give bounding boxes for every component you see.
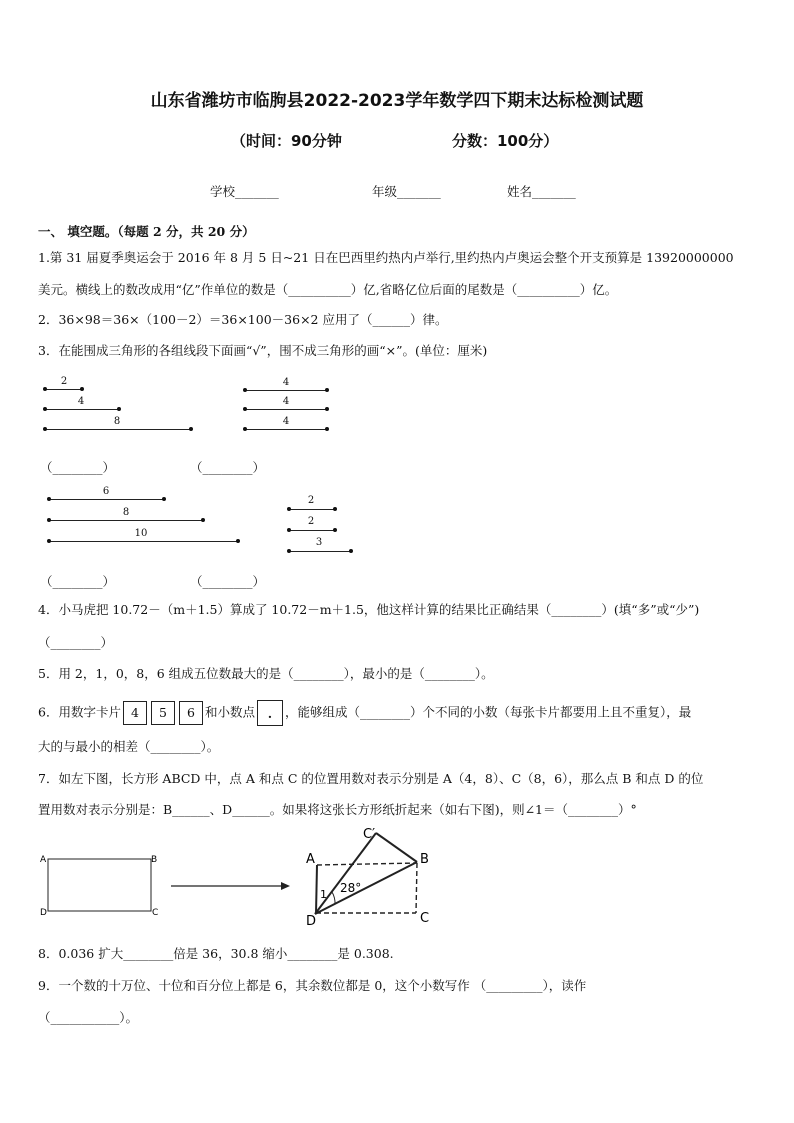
grade-field: 年级_______	[372, 184, 441, 199]
fold-label-c-prime: C′	[363, 827, 376, 842]
name-field: 姓名_______	[507, 184, 576, 199]
segment-label: 8	[122, 507, 130, 518]
exam-time: （时间：90分钟	[231, 132, 342, 150]
label-b: B	[151, 855, 158, 865]
q6-suffix: ，能够组成（________）个不同的小数（每张卡片都要用上且不重复），最	[284, 704, 692, 720]
exam-score: 分数：100分）	[452, 132, 559, 150]
answer-blank: （________）	[40, 460, 116, 475]
question-3: 3．在能围成三角形的各组线段下面画“√”，围不成三角形的画“×”。(单位：厘米)	[38, 343, 488, 358]
rectangle-fold-figure	[36, 822, 446, 932]
segment-label: 2	[307, 516, 315, 527]
question-5: 5．用 2，1，0，8，6 组成五位数最大的是（________），最小的是（________）。	[38, 666, 494, 681]
school-field: 学校_______	[210, 184, 279, 199]
page-title: 山东省潍坊市临朐县2022-2023学年数学四下期末达标检测试题	[150, 91, 644, 111]
question-9-line-1: 9．一个数的十万位、十位和百分位上都是 6，其余数位都是 0，这个小数写作 （_________），读作	[38, 978, 587, 993]
segment-label: 6	[102, 486, 110, 497]
decimal-point-card: .	[257, 700, 283, 726]
label-d: D	[40, 908, 47, 918]
question-4-line-2: （________）	[38, 635, 114, 650]
angle-1-label: 1	[320, 888, 327, 901]
fold-label-c: C	[420, 911, 430, 926]
question-8: 8．0.036 扩大________倍是 36，30.8 缩小________是 0.308.	[38, 946, 394, 961]
segment-label: 4	[282, 377, 290, 388]
label-a: A	[40, 855, 47, 865]
q6-prefix: 6．用数字卡片	[38, 704, 121, 720]
segment-label: 4	[282, 396, 290, 407]
question-7-line-2: 置用数对表示分别是：B______、D______。如果将这张长方形纸折起来（如右下图)，则∠1＝（________）°	[38, 802, 637, 817]
answer-blank: （________）	[40, 574, 116, 589]
q6-mid: 和小数点	[204, 704, 255, 720]
answer-blank: （________）	[190, 574, 266, 589]
question-6-line-1	[38, 700, 691, 726]
segment-label: 2	[307, 495, 315, 506]
arrow-head	[281, 882, 290, 890]
section-heading: 一、 填空题。（每题 2 分，共 20 分）	[38, 224, 255, 239]
segment-label: 4	[282, 416, 290, 427]
segment-label: 2	[60, 376, 68, 387]
fold-label-b: B	[420, 852, 429, 867]
question-1-line-1: 1.第 31 届夏季奥运会于 2016 年 8 月 5 日~21 日在巴西里约热内卢举行,里约热内卢奥运会整个开支预算是 13920000000	[38, 250, 734, 265]
segment-label: 8	[113, 416, 121, 427]
label-c: C	[152, 908, 159, 918]
fold-label-a: A	[306, 852, 315, 867]
digit-card: 5	[151, 701, 175, 725]
digit-card: 4	[123, 701, 147, 725]
answer-blank: （________）	[190, 460, 266, 475]
digit-card: 6	[179, 701, 203, 725]
question-2: 2．36×98＝36×（100－2）＝36×100－36×2 应用了（______）律。	[38, 312, 448, 327]
question-1-line-2: 美元。横线上的数改成用“亿”作单位的数是（__________）亿,省略亿位后面的尾数是（__________）亿。	[38, 282, 618, 297]
segment-label: 3	[315, 537, 323, 548]
angle-28-label: 28°	[340, 881, 362, 895]
segment-label: 4	[77, 396, 85, 407]
question-4-line-1: 4．小马虎把 10.72－（m＋1.5）算成了 10.72－m＋1.5，他这样计算的结果比正确结果（________）(填“多”或“少”)	[38, 602, 700, 617]
question-7-line-1: 7．如左下图，长方形 ABCD 中，点 A 和点 C 的位置用数对表示分别是 A（4，8）、C（8，6），那么点 B 和点 D 的位	[38, 771, 704, 786]
question-9-line-2: （___________）。	[38, 1010, 139, 1025]
question-6-line-2: 大的与最小的相差（________）。	[38, 739, 220, 754]
fold-label-d: D	[306, 914, 317, 929]
segment-label: 10	[134, 528, 148, 539]
